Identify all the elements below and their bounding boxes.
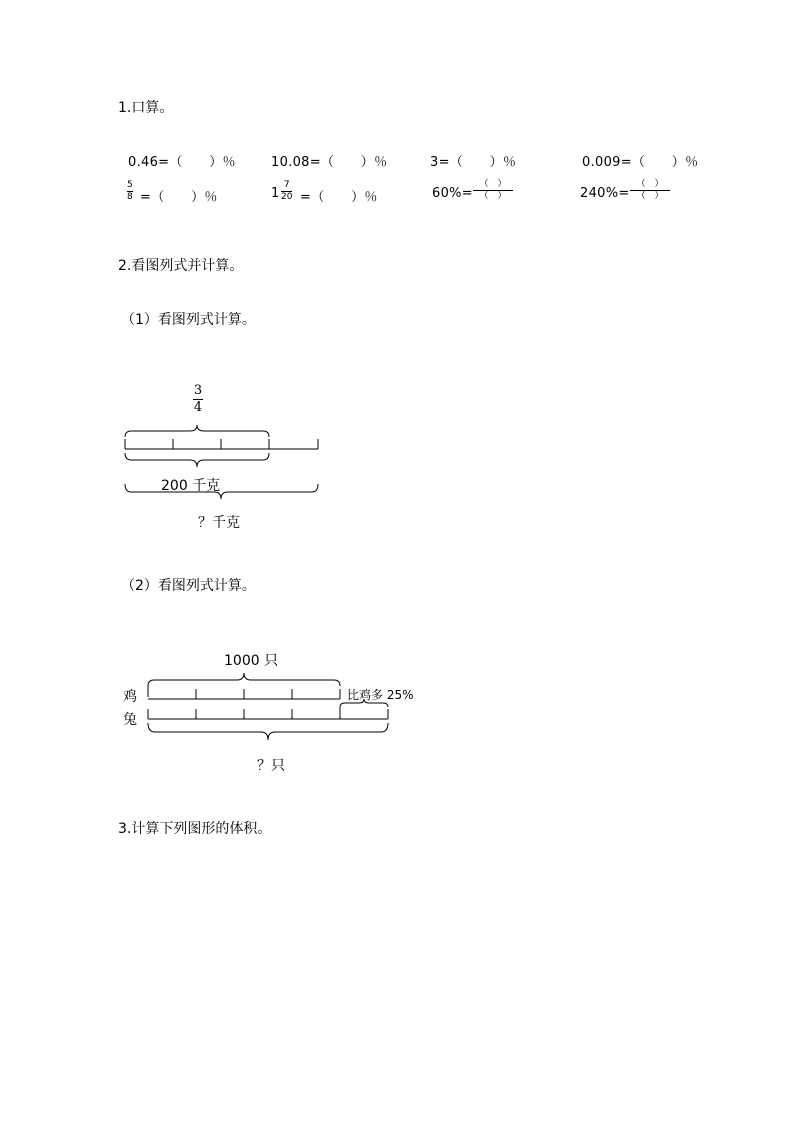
q2-title: 2.看图列式并计算。 [118,258,244,274]
q1-item-8-left: 240%= [580,186,630,201]
q1-blank-fraction-1 [473,180,513,201]
q3-title: 3.计算下列图形的体积。 [118,821,272,837]
diagram-1-known-label: 200 千克 [161,478,221,494]
fraction-denominator: 8 [127,192,133,202]
q1-fraction-5-8 [127,181,133,202]
blank-numerator: （ ） [636,179,664,189]
blank-numerator: （ ） [479,179,507,189]
blank-denominator: （ ） [479,191,507,201]
diagram-2-more-label: 比鸡多 25% [347,688,414,702]
diagram-1-fraction [193,384,203,415]
diagram-2-total-label: 1000 只 [224,653,279,669]
fraction-numerator: 7 [283,180,290,190]
q1-item-2: 10.08=（ ）％ [271,155,388,170]
q1-item-1: 0.46=（ ）％ [128,155,236,170]
fraction-denominator: 4 [193,400,203,415]
q1-blank-fraction-2 [630,180,670,201]
diagram-2-rabbit-label: 兔 [123,712,137,728]
q2-sub2-label: （2）看图列式计算。 [121,578,256,594]
q2-sub1-label: （1）看图列式计算。 [121,312,256,328]
diagram-2-unknown-label: ？只 [257,758,285,774]
fraction-numerator: 3 [193,383,203,398]
fraction-denominator: 20 [281,192,293,202]
q1-item-6-rest: =（ ）％ [300,190,378,205]
blank-denominator: （ ） [636,191,664,201]
q1-item-3: 3=（ ）％ [430,155,517,170]
q1-title: 1.口算。 [118,100,174,116]
q1-item-4: 0.009=（ ）％ [582,155,699,170]
q1-item-7-left: 60%= [432,186,473,201]
q1-item-5-rest: =（ ）％ [140,190,218,205]
fraction-numerator: 5 [127,180,133,190]
q1-mixed-whole: 1 [271,186,280,201]
q1-fraction-7-20 [281,181,292,202]
diagram-1-unknown-label: ？千克 [198,515,240,531]
diagram-2-chicken-label: 鸡 [123,689,137,705]
